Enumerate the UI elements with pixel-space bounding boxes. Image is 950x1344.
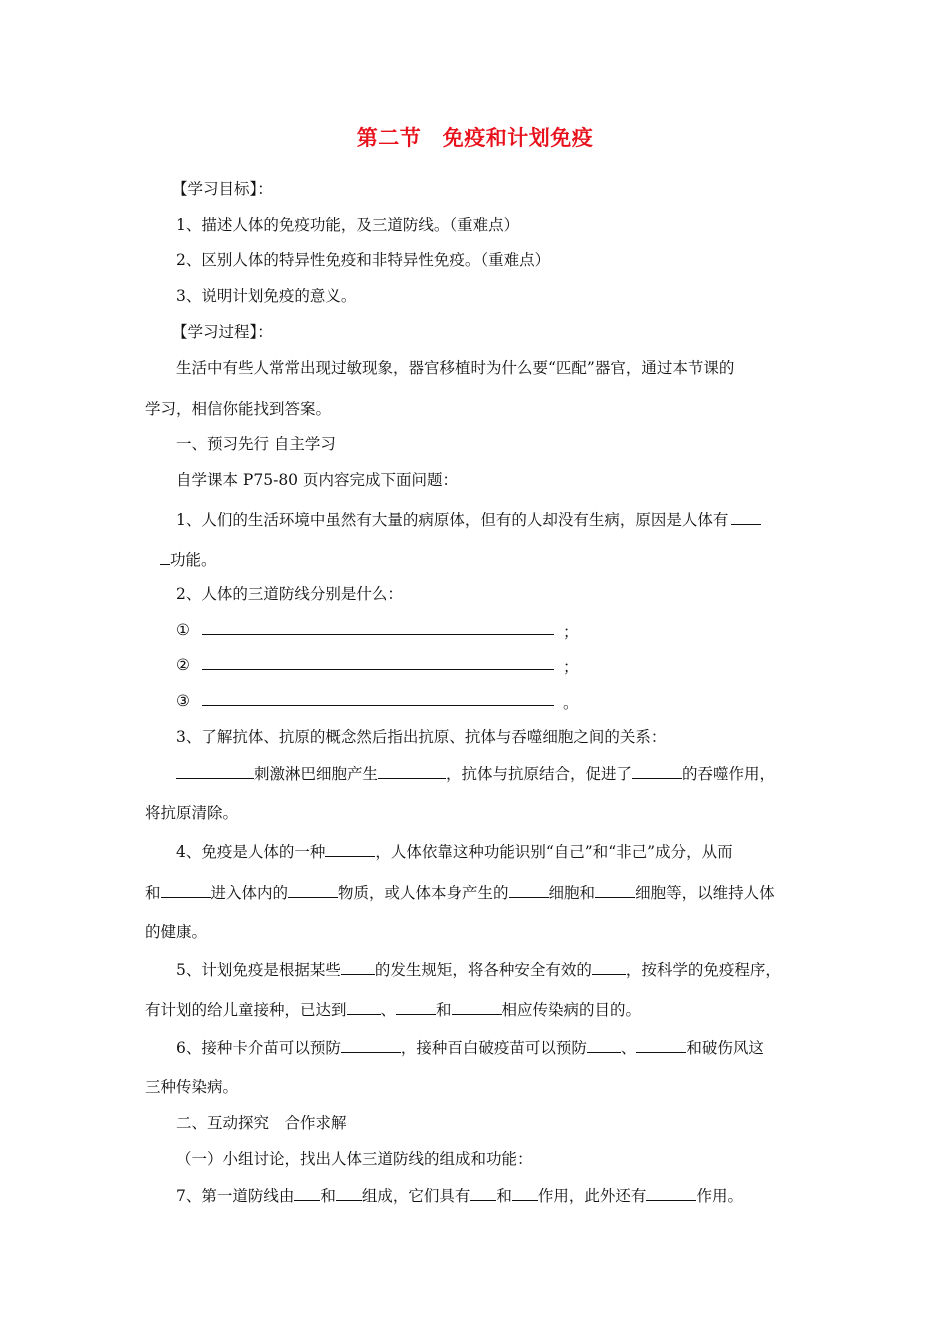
answer-blank[interactable] [325, 840, 375, 857]
line-end: ； [563, 623, 579, 641]
section1-heading: 一、预习先行 自主学习 [176, 435, 336, 453]
objective-item: 1、描述人体的免疫功能，及三道防线。（重难点） [176, 216, 520, 234]
answer-blank[interactable] [294, 1184, 320, 1201]
answer-blank[interactable] [161, 881, 211, 898]
question-3: 3、了解抗体、抗原的概念然后指出抗原、抗体与吞噬细胞之间的关系： [176, 728, 667, 746]
answer-blank[interactable] [595, 881, 635, 898]
answer-blank[interactable] [646, 1184, 696, 1201]
answer-blank[interactable] [592, 958, 626, 975]
answer-blank[interactable] [636, 1036, 686, 1053]
answer-blank[interactable] [160, 548, 170, 565]
answer-blank[interactable] [509, 881, 549, 898]
question-4: 4、免疫是人体的一种 ，人体依靠这种功能识别“自己”和“非己”成分，从而 [176, 840, 733, 863]
intro-text: 学习，相信你能找到答案。 [145, 400, 332, 418]
answer-blank[interactable] [396, 998, 436, 1015]
question-5-cont: 有计划的给儿童接种，已达到 、 和 相应传染病的目的。 [145, 998, 641, 1021]
answer-blank[interactable] [341, 958, 375, 975]
section2-heading: 二、互动探究 合作求解 [176, 1114, 347, 1132]
process-heading: 【学习过程】： [172, 323, 273, 341]
section2-sub: （一）小组讨论，找出人体三道防线的组成和功能： [176, 1150, 533, 1168]
answer-blank[interactable] [347, 998, 381, 1015]
answer-blank[interactable] [378, 762, 446, 779]
objectives-heading: 【学习目标】： [172, 180, 273, 198]
page-title: 第二节 免疫和计划免疫 [356, 125, 594, 150]
question-6: 6、接种卡介苗可以预防 ，接种百白破疫苗可以预防 、 和破伤风这 [176, 1036, 764, 1059]
objective-item: 2、区别人体的特异性免疫和非特异性免疫。（重难点） [176, 251, 551, 269]
objective-item: 3、说明计划免疫的意义。 [176, 287, 357, 305]
line-end: ； [563, 658, 579, 676]
question-7: 7、第一道防线由 和 组成，它们具有 和 作用，此外还有 作用。 [176, 1184, 743, 1207]
answer-blank[interactable] [176, 762, 254, 779]
question-1: 1、人们的生活环境中虽然有大量的病原体，但有的人却没有生病，原因是人体有 [176, 508, 761, 531]
question-2: 2、人体的三道防线分别是什么： [176, 585, 403, 603]
line-end: 。 [563, 694, 579, 712]
question-5: 5、计划免疫是根据某些 的发生规矩，将各种安全有效的 ，按科学的免疫程序， [176, 958, 781, 981]
defense-line-marker: ② [176, 656, 190, 674]
question-3-fill: 刺激淋巴细胞产生 ，抗体与抗原结合，促进了 的吞噬作用， [176, 762, 775, 785]
defense-line-marker: ① [176, 621, 190, 639]
intro-text: 生活中有些人常常出现过敏现象，器官移植时为什么要“匹配”器官，通过本节课的 [176, 359, 735, 377]
answer-blank[interactable] [341, 1036, 401, 1053]
answer-blank[interactable] [288, 881, 338, 898]
answer-line[interactable] [202, 669, 554, 670]
answer-blank[interactable] [512, 1184, 538, 1201]
answer-line[interactable] [202, 634, 554, 635]
answer-line[interactable] [202, 705, 554, 706]
section1-instruction: 自学课本 P75-80 页内容完成下面问题： [176, 471, 458, 489]
question-4-end: 的健康。 [145, 923, 208, 941]
question-6-cont: 三种传染病。 [145, 1078, 239, 1096]
answer-blank[interactable] [336, 1184, 362, 1201]
question-4-cont: 和 进入体内的 物质，或人体本身产生的 细胞和 细胞等，以维持人体 [145, 881, 775, 904]
answer-blank[interactable] [452, 998, 502, 1015]
answer-blank[interactable] [587, 1036, 621, 1053]
defense-line-marker: ③ [176, 692, 190, 710]
question-1-cont: 功能。 [160, 548, 217, 571]
answer-blank[interactable] [731, 508, 761, 525]
question-3-cont: 将抗原清除。 [145, 804, 239, 822]
answer-blank[interactable] [632, 762, 682, 779]
answer-blank[interactable] [470, 1184, 496, 1201]
